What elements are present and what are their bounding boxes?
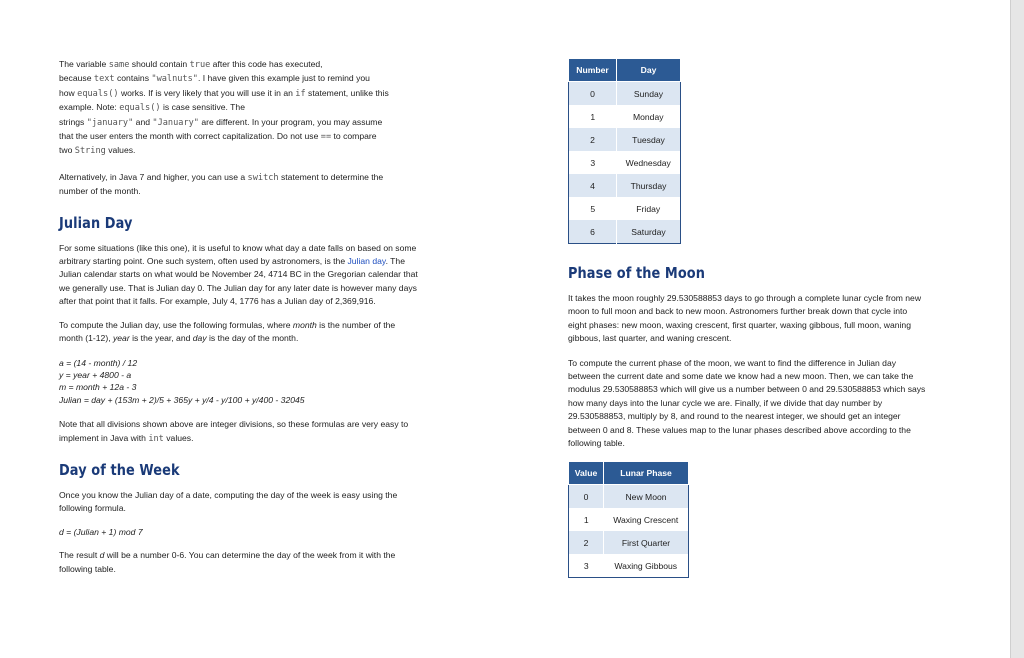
text: are different. In your program, you may assume	[198, 116, 383, 127]
cell-value: 2	[569, 531, 604, 554]
text: because	[59, 73, 94, 84]
cell-phase: New Moon	[604, 485, 689, 509]
table-row	[569, 508, 689, 531]
cell-value: 0	[569, 485, 604, 509]
column-header-lunar-phase: Lunar Phase	[604, 462, 689, 485]
variable: day	[192, 333, 207, 344]
paragraph-equals	[59, 58, 459, 159]
cell-day: Tuesday	[617, 128, 681, 151]
formula-julian: Julian = day + (153m + 2)/5 + 365y + y/4 - y/100 + y/400 - 32045	[59, 394, 305, 405]
table-row	[569, 151, 681, 174]
text: gibbous, last quarter, and waning crescent.	[568, 333, 732, 344]
cell-number: 5	[590, 203, 596, 214]
cell-day: Sunday	[617, 82, 681, 106]
code: "January"	[152, 117, 199, 128]
cell-day: Saturday	[617, 220, 681, 244]
text: after this code has executed,	[210, 59, 323, 69]
table-row	[569, 220, 681, 244]
formula-m: m = month + 12a - 3	[59, 382, 137, 393]
variable: year	[112, 333, 130, 344]
paragraph-compute-phase	[568, 357, 960, 451]
text: is the day of the month.	[206, 333, 299, 344]
text: . I have given this example just to remind you	[197, 73, 370, 84]
cell-number: 3	[590, 157, 596, 168]
column-header-value: Value	[569, 462, 604, 485]
phase-of-moon-heading: Phase of the Moon	[568, 264, 706, 282]
text: two	[59, 145, 75, 156]
lunar-phase-table	[568, 461, 689, 578]
julian-day-link[interactable]: Julian day	[347, 256, 386, 267]
text: statement to determine the	[278, 171, 384, 182]
left-column	[59, 58, 459, 576]
text: moon to full moon and back to new moon. Astronomers further break down that cycle into	[568, 306, 908, 317]
text: and	[133, 116, 153, 127]
text: arbitrary starting point. One such system, often used by astronomers, is the	[59, 256, 348, 267]
cell-day: Friday	[636, 203, 661, 214]
julian-formulas	[59, 357, 459, 407]
text: month (1-12),	[59, 333, 113, 344]
cell-value: 3	[583, 560, 589, 571]
text: example. Note:	[59, 102, 120, 113]
code: ==	[320, 132, 332, 143]
text: is case sensitive. The	[160, 102, 245, 113]
text: between 0 and 8. These values map to the lunar phases described above according to the	[568, 424, 911, 435]
code: true	[189, 60, 211, 70]
cell-phase: Waxing Gibbous	[614, 560, 678, 571]
formula-y: y = year + 4800 - a	[59, 369, 132, 380]
text: contains	[114, 73, 152, 84]
variable: month	[292, 319, 317, 330]
table-row	[569, 105, 681, 128]
text: Alternatively, in Java 7 and higher, you can use a	[59, 171, 248, 182]
text: values.	[163, 432, 194, 443]
table-row	[569, 531, 689, 554]
cell-phase: First Quarter	[604, 531, 689, 554]
text: values.	[105, 145, 136, 156]
table-row	[569, 197, 681, 220]
formula-a: a = (14 - month) / 12	[59, 357, 138, 368]
text: To compute the current phase of the moon, we want to find the difference in Julian day	[568, 357, 897, 368]
table-row	[569, 554, 689, 578]
column-header-number: Number	[569, 59, 617, 82]
code: String	[74, 146, 106, 157]
text: Once you know the Julian day of a date, computing the day of the week is easy using the	[59, 489, 398, 500]
cell-number: 6	[569, 220, 617, 244]
code: int	[148, 433, 164, 444]
paragraph-lunar-cycle	[568, 292, 960, 346]
paragraph-julian-intro	[59, 242, 459, 309]
text: statement, unlike this	[305, 87, 389, 98]
table-row	[569, 82, 681, 106]
text: 29.530588853, multiply by 8, and round to the nearest integer, we should get an integer	[568, 411, 901, 422]
formula-week: d = (Julian + 1) mod 7	[59, 526, 143, 537]
code: equals()	[119, 103, 161, 114]
table-header-row	[569, 462, 689, 485]
day-of-week-heading: Day of the Week	[59, 460, 180, 479]
text: is the number of the	[316, 319, 396, 330]
code: text	[93, 74, 115, 85]
text: implement in Java with	[59, 432, 149, 443]
text: works. If is very likely that you will use it in an	[118, 87, 296, 98]
table-row	[569, 174, 681, 197]
text: number of the month.	[59, 186, 141, 197]
cell-phase: Waxing Crescent	[613, 514, 679, 525]
vertical-scrollbar[interactable]	[1010, 0, 1024, 658]
variable: d	[99, 550, 105, 561]
cell-day: Monday	[632, 111, 664, 122]
cell-number: 1	[590, 111, 596, 122]
column-header-day: Day	[617, 59, 681, 82]
text: following formula.	[59, 503, 126, 514]
code: "walnuts"	[151, 74, 198, 85]
cell-number: 4	[569, 174, 617, 197]
julian-day-heading: Julian Day	[59, 213, 133, 232]
paragraph-week-result	[59, 549, 459, 576]
text: Note that all divisions shown above are integer divisions, so these formulas are very easy to	[59, 419, 409, 430]
cell-number: 2	[569, 128, 617, 151]
text: following table.	[568, 438, 625, 449]
text: after that point that it falls. For example, July 4, 1776 has a Julian day of 2,369,916.	[59, 296, 376, 307]
text: how	[59, 87, 78, 98]
paragraph-week-intro	[59, 489, 459, 516]
code: "january"	[86, 117, 134, 128]
right-column	[568, 58, 960, 578]
text: strings	[59, 116, 87, 127]
text: how many days into the lunar cycle we are. Finally, if we divide that day number by	[568, 397, 883, 408]
paragraph-integer-division	[59, 418, 459, 446]
text: to compare	[331, 131, 377, 142]
text: we generally use. That is Julian day 0. The Julian day for any later date is however many days	[59, 282, 417, 293]
text: should contain	[129, 59, 190, 69]
paragraph-switch	[59, 171, 459, 199]
code: switch	[247, 172, 279, 183]
paragraph-julian-compute	[59, 319, 459, 346]
code: equals()	[77, 88, 119, 99]
cell-number: 0	[569, 82, 617, 106]
table-row	[569, 128, 681, 151]
text: following table.	[59, 563, 116, 574]
text: Julian calendar starts on what would be November 24, 4714 BC in the Gregorian calendar that	[59, 269, 418, 280]
table-header-row	[569, 59, 681, 82]
text: It takes the moon roughly 29.530588853 days to go through a complete lunar cycle from new	[568, 293, 922, 303]
text: The result	[59, 550, 100, 561]
text: To compute the Julian day, use the following formulas, where	[59, 319, 293, 330]
code: if	[295, 88, 306, 99]
text: between the current date and some date we know had a new moon. Then, we can take the	[568, 371, 914, 382]
cell-day: Wednesday	[625, 157, 671, 168]
table-row	[569, 485, 689, 509]
text: is the year, and	[129, 333, 193, 344]
day-table	[568, 58, 681, 244]
text: eight phases: new moon, waxing crescent, first quarter, waxing gibbous, full moon, waning	[568, 319, 911, 330]
text: modulus 29.530588853 which will give us a number between 0 and 29.530588853 which says	[568, 384, 926, 395]
text: For some situations (like this one), it is useful to know what day a date falls on based on some	[59, 242, 417, 253]
text: that the user enters the month with correct capitalization. Do not use	[59, 131, 321, 142]
code: same	[108, 60, 130, 70]
cell-value: 1	[583, 514, 589, 525]
cell-day: Thursday	[617, 174, 681, 197]
text: The variable	[59, 59, 109, 69]
text: . The	[385, 256, 405, 267]
text: will be a number 0-6. You can determine the day of the week from it with the	[104, 550, 396, 561]
